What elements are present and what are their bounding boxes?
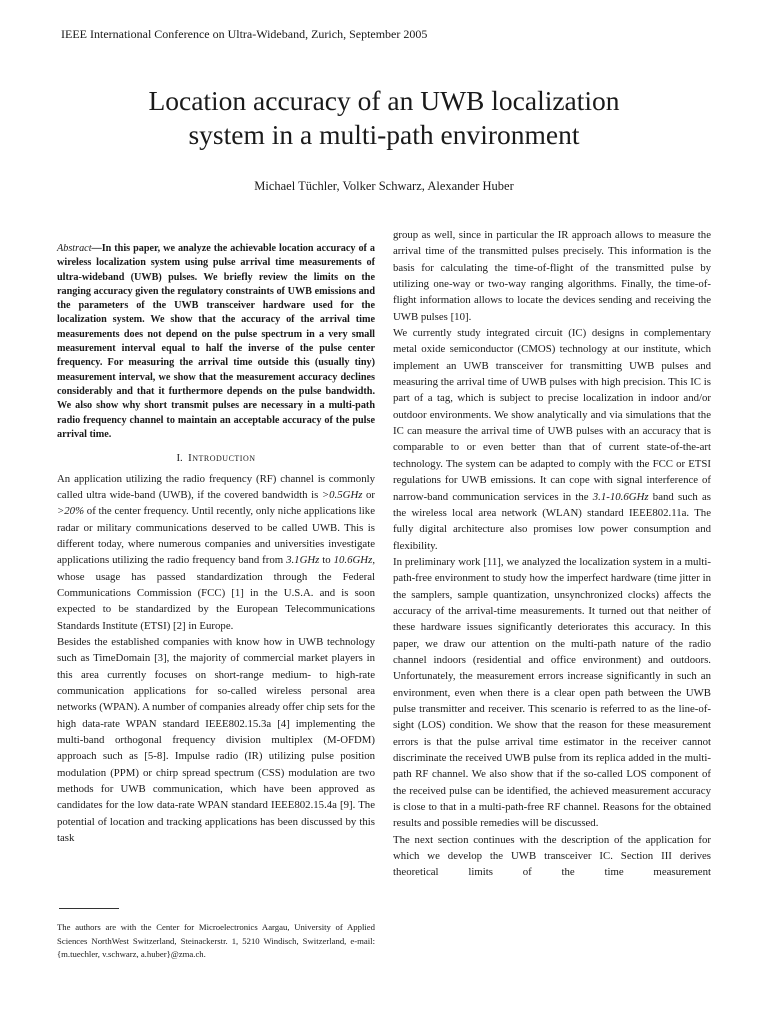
paper-title-line-2: system in a multi-path environment	[188, 119, 580, 150]
abstract-label: Abstract	[57, 243, 92, 254]
footnote: The authors are with the Center for Microelectronics Aargau, University of Applied Sciences NorthWest Switzerland, Steinackerstr. 1, 5210 Windisch, Switzerland, e-mail: {m.tuechler, v.schwarz, a.huber}@zma.ch.	[57, 922, 375, 959]
abstract-text: —In this paper, we analyze the achievable location accuracy of a wireless localization system using pulse arrival time measurements of ultra-wideband (UWB) pulses. We briefly review the limits on the ranging accuracy given the regulatory constraints of UWB emissions and the parameters of the UWB transceiver hardware used for the localization system. We show that the accuracy of the arrival time measurements does not depend on the pulse spectrum in a very small measurement interval equal to half the inverse of the pulse center frequency. For measuring the arrival time outside this (usually tiny) measurement interval, we show that the measurement accuracy declines considerably and that it furthermore depends on the pulse bandwidth. We also show why short transmit pulses are necessary in a multi-path radio frequency channel to maintain an acceptable accuracy of the pulse arrival time.	[57, 243, 375, 440]
right-paragraph-1: group as well, since in particular the IR approach allows to measure the arrival time of the transmitted pulses precisely. This information is the basis for calculating the time-of-flight of the transmitted pulse by utilizing one-way or two-way ranging algorithms. Finally, the time-of-flight information allows to locate the devices sending and receiving the UWB pulses [10].	[393, 229, 711, 323]
text-run-italic: 3.1GHz	[286, 554, 320, 567]
text-run-italic: 3.1-10.6GHz	[592, 490, 649, 503]
section-number: I.	[176, 452, 183, 465]
text-run: We currently study integrated circuit (IC) designs in complementary metal oxide semiconductor (CMOS) technology at our institute, which implement an UWB transceiver for transmitting UWB pulses and measuring the arrival time of UWB pulses with high precision. This IC is part of a tag, which is subject to precise localization in indoor and/or outdoor environments. We show analytically and via simulations that the IC can measure the arrival time of UWB pulses with an accuracy that is comparable to or even better than that of current state-of-the-art technology. The system can be adapted to comply with the FCC or ETSI regulations for UWB emissions. It can cope with signal interference of narrow-band communication services in the	[393, 327, 711, 503]
intro-paragraph-1	[57, 471, 375, 634]
conference-header: IEEE International Conference on Ultra-Wideband, Zurich, September 2005	[61, 27, 428, 41]
text-run-italic: >0.5GHz	[321, 488, 363, 501]
author-list: Michael Tüchler, Volker Schwarz, Alexander Huber	[254, 179, 514, 193]
text-run: or	[362, 488, 375, 501]
text-run: to	[319, 554, 334, 567]
right-paragraph-4: The next section continues with the description of the application for which we develop the UWB transceiver IC. Section III derives theoretical limits of the time measurement	[393, 833, 711, 879]
section-heading-introduction	[57, 450, 375, 466]
text-run: of the center frequency. Until recently, only niche applications like radar or military communications deserved to be called UWB. This is different today, where numerous companies and universities investigate applications utilizing the radio frequency band from	[57, 505, 375, 567]
text-run: , whose usage has passed standardization through the Federal Communications Commission (FCC) [1] in the U.S.A. and is soon expected to be standardized by the European Telecommunications Standards Institute (ETSI) [2] in Europe.	[57, 554, 376, 632]
paper-title-line-1: Location accuracy of an UWB localization	[148, 85, 620, 116]
intro-paragraph-2: Besides the established companies with know how in UWB technology such as TimeDomain [3], the majority of commercial market players in this area currently focuses on short-range medium- to high-rate communication applications for so-called wireless personal area networks (WPAN). A number of companies already offer chip sets for the high data-rate WPAN standard IEEE802.15.3a [4] implementing the multi-band orthogonal frequency division multiplex (M-OFDM) approach such as [5-8]. Impulse radio (IR) utilizing pulse position modulation (PPM) or chirp spread spectrum (CSS) modulation are two methods for UWB communication, which have been approved as candidates for the low data-rate WPAN standard IEEE802.15.4a [9]. The potential of location and tracking applications has been discussed by this task	[57, 635, 375, 845]
right-paragraph-2	[393, 325, 711, 554]
right-column	[393, 227, 711, 881]
text-run-italic: 10.6GHz	[333, 554, 373, 567]
text-run: An application utilizing the radio frequency (RF) channel is commonly called ultra wide-band (UWB), if the covered bandwidth is	[57, 472, 375, 501]
right-paragraph-3: In preliminary work [11], we analyzed the localization system in a multi-path-free environment to study how the imperfect hardware (time jitter in the samplers, sample quantization, unsynchronized clocks) affects the accuracy of the arrival-time measurements. It turned out that neither of these hardware issues significantly deteriorates this accuracy. In this paper, we draw our attention on the multi-path nature of the radio channel indoors (residential and office environment) and outdoors. Unfortunately, the measurement errors increase significantly in such an environment, even when there is a clear open path between the UWB pulse transmitter and receiver. This scenario is referred to as the line-of-sight (LOS) condition. We show that the reason for these measurement errors is that the pulse arrival time estimator in the receiver cannot discriminate the received UWB pulse from its replica added in the multi-path RF channel. We also show that if the so-called LOS component of the received pulse can be identified, the achieved measurement accuracy is close to that in a multi-path-free RF channel. Reasons for the obtained results and possible remedies will be discussed.	[393, 555, 711, 830]
abstract	[57, 242, 375, 442]
footnote-rule	[59, 908, 119, 909]
paper-title	[0, 84, 768, 152]
left-column	[57, 242, 375, 846]
text-run-italic: >20%	[57, 505, 85, 518]
text-run: band such as the wireless local area network (WLAN) standard IEEE802.11a. The fully digital architecture also promises low power consumption and flexibility.	[393, 490, 712, 552]
section-title: Introduction	[188, 452, 256, 465]
